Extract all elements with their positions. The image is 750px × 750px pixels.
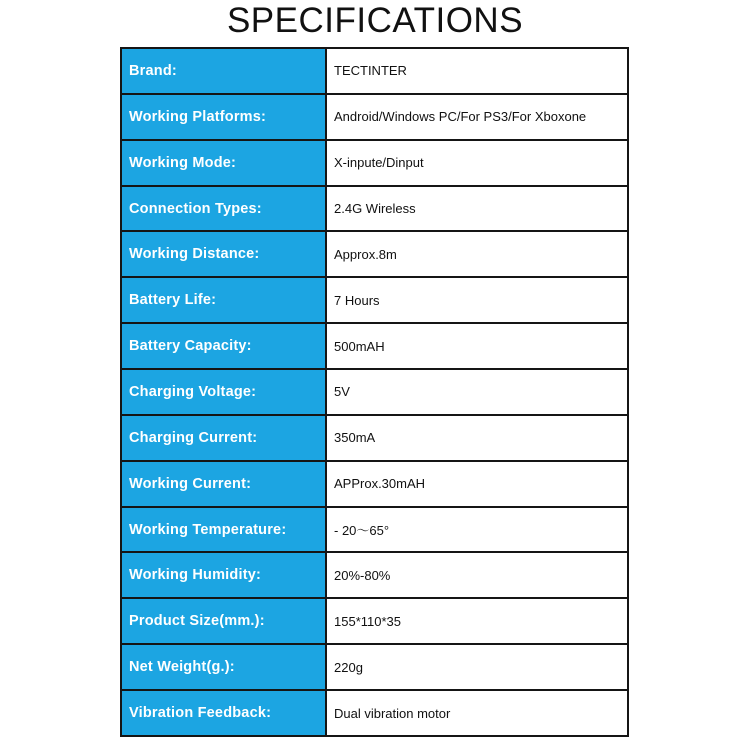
specifications-table (120, 47, 629, 737)
table-row (121, 231, 628, 277)
spec-label-net-weight: Net Weight(g.): (121, 644, 326, 690)
spec-label-battery-life: Battery Life: (121, 277, 326, 323)
spec-label-charging-current: Charging Current: (121, 415, 326, 461)
spec-label-working-mode: Working Mode: (121, 140, 326, 186)
table-row (121, 415, 628, 461)
spec-label-working-distance: Working Distance: (121, 231, 326, 277)
spec-value-working-platforms: Android/Windows PC/For PS3/For Xboxone (326, 94, 628, 140)
table-row (121, 461, 628, 507)
spec-label-working-current: Working Current: (121, 461, 326, 507)
spec-value-brand: TECTINTER (326, 48, 628, 94)
spec-value-working-humidity: 20%-80% (326, 552, 628, 598)
spec-label-working-humidity: Working Humidity: (121, 552, 326, 598)
spec-value-battery-life: 7 Hours (326, 277, 628, 323)
spec-label-vibration-feedback: Vibration Feedback: (121, 690, 326, 736)
table-row (121, 369, 628, 415)
table-row (121, 140, 628, 186)
table-row (121, 690, 628, 736)
spec-value-charging-current: 350mA (326, 415, 628, 461)
table-row (121, 507, 628, 553)
spec-value-charging-voltage: 5V (326, 369, 628, 415)
page-title: SPECIFICATIONS (226, 1, 524, 40)
spec-value-working-current: APProx.30mAH (326, 461, 628, 507)
table-row (121, 598, 628, 644)
spec-label-product-size: Product Size(mm.): (121, 598, 326, 644)
spec-value-battery-capacity: 500mAH (326, 323, 628, 369)
spec-value-net-weight: 220g (326, 644, 628, 690)
spec-label-charging-voltage: Charging Voltage: (121, 369, 326, 415)
spec-value-working-temperature: - 20～65° (326, 507, 628, 553)
spec-label-working-temperature: Working Temperature: (121, 507, 326, 553)
table-row (121, 277, 628, 323)
spec-label-brand: Brand: (121, 48, 326, 94)
table-row (121, 186, 628, 232)
table-row (121, 644, 628, 690)
spec-value-connection-types: 2.4G Wireless (326, 186, 628, 232)
spec-value-vibration-feedback: Dual vibration motor (326, 690, 628, 736)
spec-label-battery-capacity: Battery Capacity: (121, 323, 326, 369)
table-row (121, 323, 628, 369)
spec-label-working-platforms: Working Platforms: (121, 94, 326, 140)
spec-value-product-size: 155*110*35 (326, 598, 628, 644)
table-row (121, 48, 628, 94)
spec-value-working-mode: X-inpute/Dinput (326, 140, 628, 186)
table-row (121, 94, 628, 140)
spec-label-connection-types: Connection Types: (121, 186, 326, 232)
table-row (121, 552, 628, 598)
spec-value-working-distance: Approx.8m (326, 231, 628, 277)
